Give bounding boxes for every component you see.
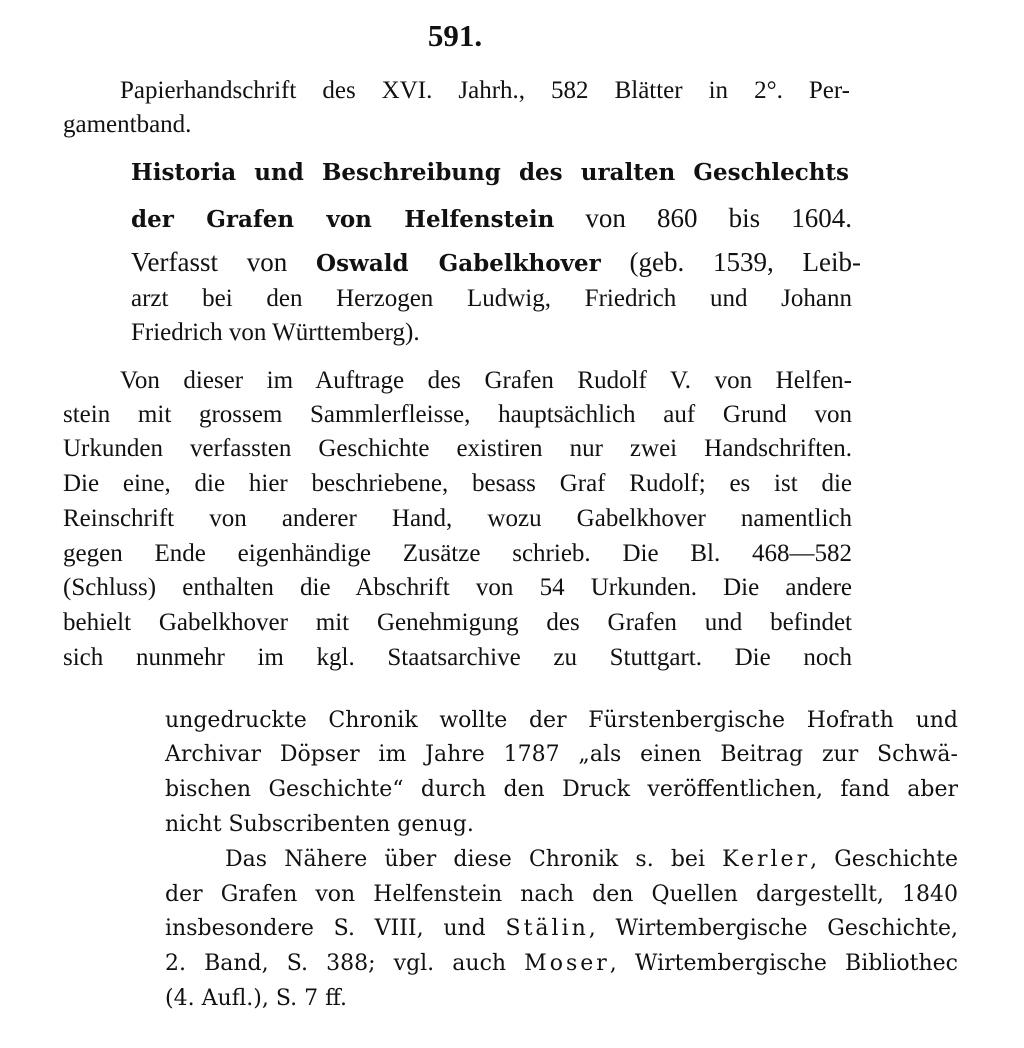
title-line-1: Historia und Beschreibung des uralten Geschlechts xyxy=(131,159,849,186)
references-l4-post: , Wirtembergische Bibliothec xyxy=(609,951,958,976)
body-line-5: Reinschrift von anderer Hand, wozu Gabelkhover namentlich xyxy=(63,505,852,532)
body-line-6: gegen Ende eigenhändige Zusätze schrieb. Die Bl. 468—582 xyxy=(63,540,852,567)
body-line-1: Von dieser im Auftrage des Grafen Rudolf V. von Helfen- xyxy=(120,367,852,394)
author-moser: Moser xyxy=(524,951,610,976)
references-l1-pre: Das Nähere über diese Chronik s. bei xyxy=(225,847,705,872)
references-l1-post: , Geschichte xyxy=(810,847,958,872)
references-line-1 xyxy=(225,845,958,875)
entry-number: 591. xyxy=(427,18,483,53)
references-line-3 xyxy=(165,914,958,944)
body-line-7: (Schluss) enthalten die Abschrift von 54 Urkunden. Die andere xyxy=(63,574,852,601)
references-l4-pre: 2. Band, S. 388; vgl. auch xyxy=(165,951,507,976)
author-kerler: Kerler xyxy=(722,847,811,872)
continuation-line-1: ungedruckte Chronik wollte der Fürstenbergische Hofrath und xyxy=(165,708,958,733)
author-name: Oswald Gabelkhover xyxy=(316,250,601,277)
title-line-4: arzt bei den Herzogen Ludwig, Friedrich und Johann xyxy=(131,285,852,312)
references-line-4 xyxy=(165,949,958,979)
references-line-2: der Grafen von Helfenstein nach den Quellen dargestellt, 1840 xyxy=(165,882,958,907)
continuation-line-3: bischen Geschichte“ durch den Druck veröffentlichen, fand aber xyxy=(165,777,958,802)
author-birth: (geb. 1539, Leib- xyxy=(629,247,861,277)
title-line-5: Friedrich von Württemberg). xyxy=(131,319,420,346)
body-line-9: sich nunmehr im kgl. Staatsarchive zu Stuttgart. Die noch xyxy=(63,644,852,671)
title-line-3 xyxy=(131,246,861,280)
title-bold-grafen: der Grafen von Helfenstein xyxy=(131,206,555,233)
references-l3-pre: insbesondere S. VIII, und xyxy=(165,916,486,941)
body-line-8: behielt Gabelkhover mit Genehmigung des Grafen und befindet xyxy=(63,609,852,636)
author-prefix: Verfasst von xyxy=(131,247,288,277)
body-line-2: stein mit grossem Sammlerfleisse, hauptsächlich auf Grund von xyxy=(63,401,852,428)
body-line-3: Urkunden verfassten Geschichte existiren nur zwei Handschriften. xyxy=(63,435,852,462)
title-line-2 xyxy=(131,202,852,236)
continuation-line-4: nicht Subscribenten genug. xyxy=(165,812,474,837)
author-staelin: Stälin xyxy=(505,916,589,941)
body-line-4: Die eine, die hier beschriebene, besass Graf Rudolf; es ist die xyxy=(63,470,852,497)
references-line-5: (4. Aufl.), S. 7 ff. xyxy=(165,986,347,1011)
title-dates: von 860 bis 1604. xyxy=(585,203,852,233)
material-line-1: Papierhandschrift des XVI. Jahrh., 582 Blätter in 2°. Per- xyxy=(120,77,850,104)
references-l3-post: , Wirtembergische Geschichte, xyxy=(588,916,959,941)
material-line-2: gamentband. xyxy=(63,111,192,138)
continuation-line-2: Archivar Döpser im Jahre 1787 „als einen Beitrag zur Schwä- xyxy=(165,742,958,767)
